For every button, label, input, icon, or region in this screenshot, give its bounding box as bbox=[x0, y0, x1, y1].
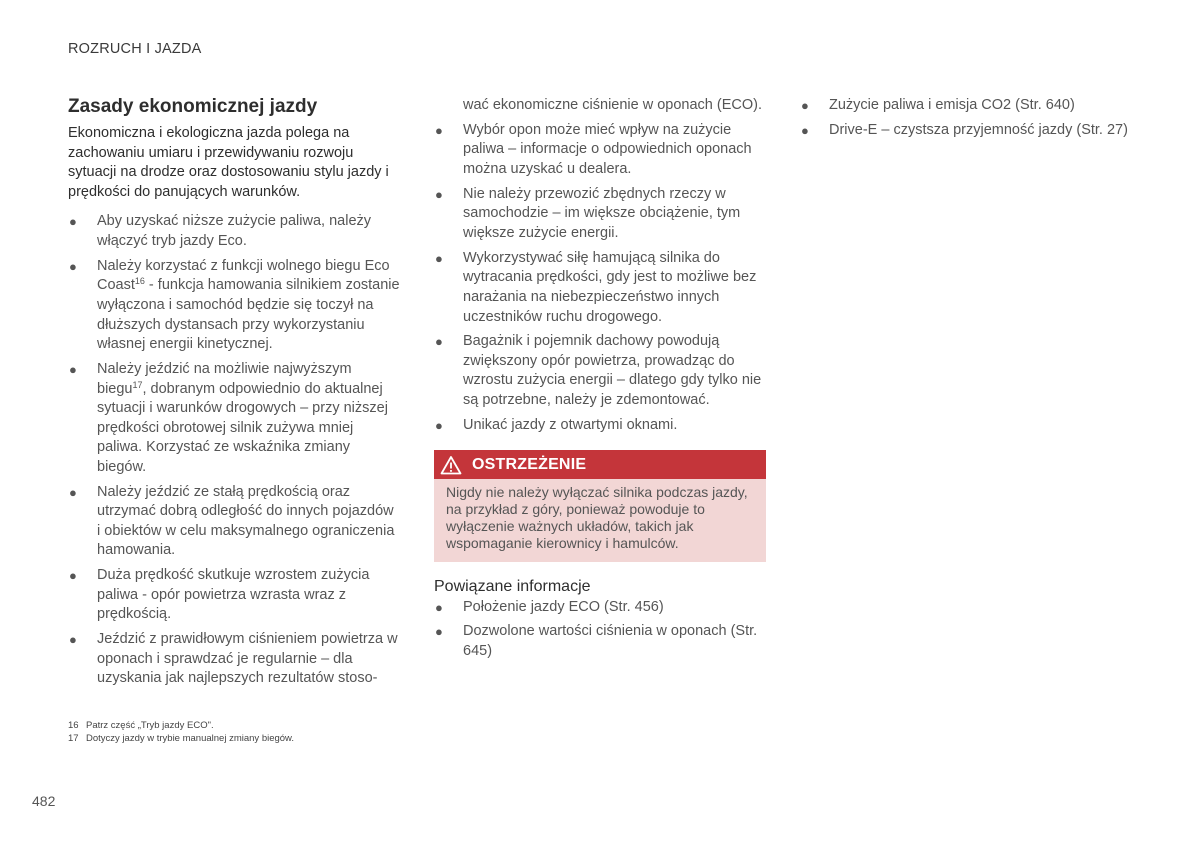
bullet-icon: ● bbox=[801, 122, 809, 138]
list-item: ● Nie należy przewozić zbędnych rzeczy w samochodzie – im większe obciążenie, tym większe zużycie energii. bbox=[435, 185, 741, 241]
intro-paragraph: Ekonomiczna i ekologiczna jazda polega na zachowaniu umiaru i przewidywaniu rozwoju sytuacji na drodze oraz dostosowaniu stylu jazdy i prędkości do panujących warunków. bbox=[68, 125, 389, 200]
bullet-icon: ● bbox=[69, 568, 77, 584]
column-1 bbox=[68, 96, 400, 694]
list-item: ● Wybór opon może mieć wpływ na zużycie paliwa – informacje o odpowiednich oponach można uzyskać u dealera. bbox=[435, 121, 752, 177]
column-3 bbox=[800, 96, 1132, 146]
list-item: ● Jeździć z prawidłowym ciśnieniem powietrza w oponach i sprawdzać je regularnie – dla uzyskania jak najlepszych rezultatów stoso- bbox=[69, 631, 398, 687]
column-2 bbox=[434, 96, 766, 667]
bullet-icon: ● bbox=[801, 98, 809, 113]
warning-title: OSTRZEŻENIE bbox=[472, 455, 587, 473]
related-link[interactable]: ● Zużycie paliwa i emisja CO2 (Str. 640) bbox=[800, 96, 1132, 116]
section-header: ROZRUCH I JAZDA bbox=[68, 41, 202, 57]
footnotes bbox=[68, 719, 294, 745]
bullet-icon: ● bbox=[435, 334, 443, 350]
tips-list bbox=[68, 212, 400, 689]
bullet-icon: ● bbox=[435, 599, 443, 615]
page-number: 482 bbox=[32, 793, 56, 809]
bullet-icon: ● bbox=[435, 250, 443, 266]
related-link[interactable]: ● Dozwolone wartości ciśnienia w oponach (Str. 645) bbox=[435, 623, 758, 659]
bullet-icon: ● bbox=[69, 361, 77, 377]
list-item: ● Należy jeździć ze stałą prędkością oraz utrzymać dobrą odległość do innych pojazdów i obiektów w celu maksymalnego ograniczenia hamowania. bbox=[69, 483, 395, 559]
bullet-icon: ● bbox=[435, 122, 443, 138]
footnote: 16 Patrz część „Tryb jazdy ECO". bbox=[68, 720, 214, 731]
bullet-icon: ● bbox=[69, 632, 77, 648]
list-item: ● Wykorzystywać siłę hamującą silnika do wytracania prędkości, gdy jest to możliwe bez narażania na niebezpieczeństwo innych uczestników ruchu drogowego. bbox=[435, 249, 757, 325]
footnote-ref: 17 bbox=[132, 379, 143, 390]
related-link[interactable]: ● Położenie jazdy ECO (Str. 456) bbox=[434, 598, 766, 618]
list-item: ● Unikać jazdy z otwartymi oknami. bbox=[434, 416, 766, 436]
list-item: ● Należy jeździć na możliwie najwyższym biegu$^{17}$, dobranym odpowiednio do aktualnej sytuacji i warunków drogowych – przy niższej prędkości obrotowej silnik zużywa mniej paliwa. Korzystać ze wskaźnika zmiany biegów. bbox=[69, 360, 388, 475]
related-info-list bbox=[434, 598, 766, 662]
bullet-icon: ● bbox=[435, 624, 443, 640]
list-item: ● Bagażnik i pojemnik dachowy powodują zwiększony opór powietrza, prowadząc do wzrostu zużycia energii – dlatego gdy tylko nie są potrzebne, należy je zdemontować. bbox=[435, 333, 762, 409]
bullet-icon: ● bbox=[435, 417, 443, 433]
article-title: Zasady ekonomicznej jazdy bbox=[68, 96, 318, 117]
bullet-icon: ● bbox=[69, 258, 77, 274]
warning-triangle-icon bbox=[440, 455, 462, 475]
related-info-heading: Powiązane informacje bbox=[434, 577, 591, 595]
related-info-list-continued bbox=[800, 96, 1132, 140]
warning-box bbox=[434, 450, 766, 561]
list-item: ● Duża prędkość skutkuje wzrostem zużycia paliwa - opór powietrza wzrasta wraz z prędkością. bbox=[69, 567, 370, 623]
warning-header bbox=[434, 450, 766, 479]
footnote-ref: 16 bbox=[134, 276, 145, 287]
list-item: ● Aby uzyskać niższe zużycie paliwa, należy włączyć tryb jazdy Eco. bbox=[69, 213, 372, 249]
list-item: ● Należy korzystać z funkcji wolnego biegu Eco Coast$^{16}$ - funkcja hamowania silnikiem zostanie wyłączona i samochód będzie się toczył na dłuższych dystansach przy wykorzystaniu własnej energii kinetycznej. bbox=[69, 257, 400, 353]
related-link[interactable]: ● Drive-E – czystsza przyjemność jazdy (Str. 27) bbox=[800, 121, 1132, 141]
list-continuation: wać ekonomiczne ciśnienie w oponach (ECO). bbox=[463, 97, 762, 113]
footnote: 17 Dotyczy jazdy w trybie manualnej zmiany biegów. bbox=[68, 733, 295, 744]
bullet-icon: ● bbox=[435, 186, 443, 202]
warning-text: Nigdy nie należy wyłączać silnika podczas jazdy, na przykład z góry, ponieważ powoduje to wyłączenie ważnych układów, takich jak wspomaganie kierownicy i hamulców. bbox=[434, 479, 766, 561]
bullet-icon: ● bbox=[69, 484, 77, 500]
bullet-icon: ● bbox=[69, 214, 77, 230]
tips-list-continued bbox=[434, 121, 766, 436]
